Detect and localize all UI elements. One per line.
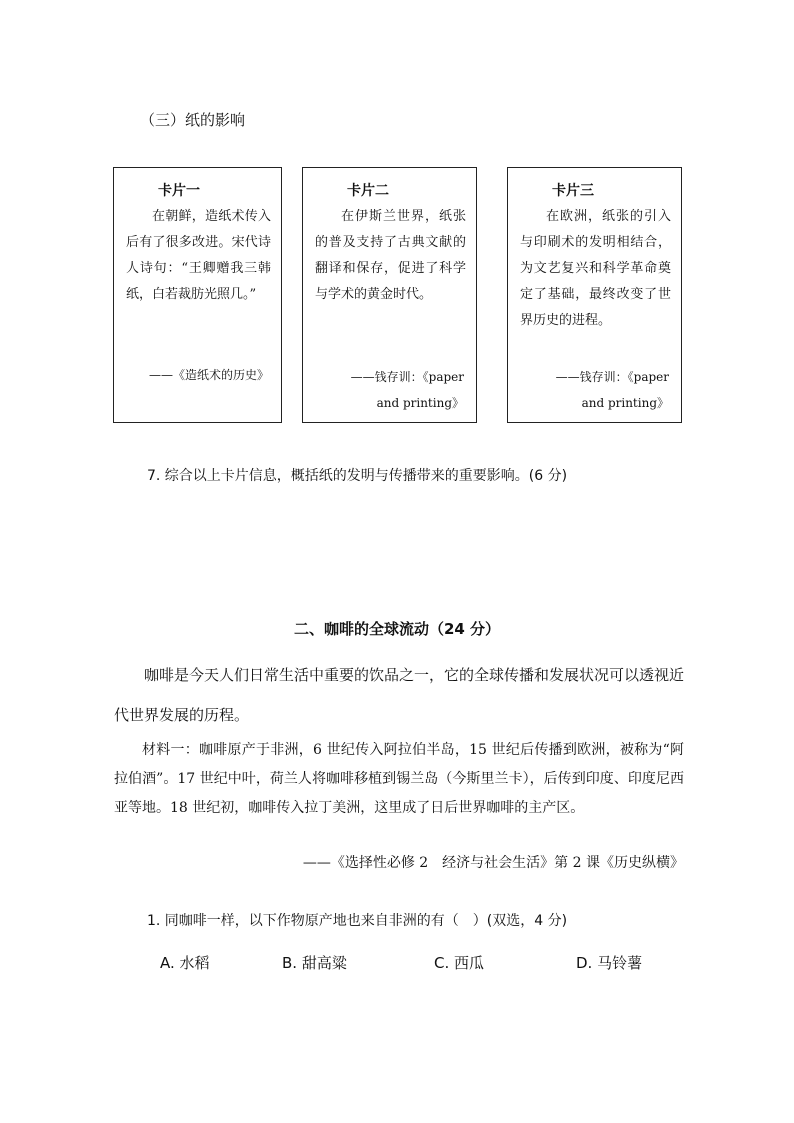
- card-one: [113, 167, 282, 423]
- option-a: A. 水稻: [160, 954, 210, 972]
- card-source: ——《造纸术的历史》: [148, 368, 269, 382]
- intro-paragraph: 咖啡是今天人们日常生活中重要的饮品之一，它的全球传播和发展状况可以透视近代世界发展的历程。: [114, 666, 685, 724]
- card-body: 在朝鲜，造纸术传入后有了很多改进。宋代诗人诗句：“王卿赠我三韩纸，白若裁肪光照几。”: [126, 209, 271, 302]
- question-1: 1. 同咖啡一样，以下作物原产地也来自非洲的有（ ）(双选，4 分): [147, 913, 568, 929]
- card-two: [302, 167, 477, 423]
- card-title: 卡片一: [158, 183, 200, 199]
- material-source: ——《选择性必修 2 经济与社会生活》第 2 课《历史纵横》: [302, 855, 684, 871]
- card-source-line-1: ——钱存训：《paper: [555, 370, 669, 384]
- card-title: 卡片二: [347, 183, 389, 199]
- card-source-line-2: and printing》: [376, 396, 464, 410]
- card-title: 卡片三: [552, 183, 594, 199]
- card-source-line-1: ——钱存训：《paper: [350, 370, 464, 384]
- option-d: D. 马铃薯: [576, 954, 643, 972]
- option-c: C. 西瓜: [434, 954, 485, 972]
- card-source-line-2: and printing》: [581, 396, 669, 410]
- section-title: 二、咖啡的全球流动（24 分）: [293, 620, 501, 638]
- card-body: 在欧洲，纸张的引入与印刷术的发明相结合，为文艺复兴和科学革命奠定了基础，最终改变了世界历史的进程。: [520, 209, 671, 328]
- section-heading: （三）纸的影响: [140, 111, 246, 129]
- card-three: [507, 167, 682, 423]
- card-body: 在伊斯兰世界，纸张的普及支持了古典文献的翻译和保存，促进了科学与学术的黄金时代。: [315, 209, 466, 302]
- option-b: B. 甜高粱: [282, 954, 347, 972]
- material-paragraph: 材料一：咖啡原产于非洲，6 世纪传入阿拉伯半岛，15 世纪后传播到欧洲，被称为“阿拉伯酒”。17 世纪中叶，荷兰人将咖啡移植到锡兰岛（今斯里兰卡），后传到印度、印度尼西亚等地。18 世纪初，咖啡传入拉丁美洲，这里成了日后世界咖啡的主产区。: [114, 742, 684, 816]
- question-7: 7. 综合以上卡片信息，概括纸的发明与传播带来的重要影响。(6 分): [147, 468, 568, 484]
